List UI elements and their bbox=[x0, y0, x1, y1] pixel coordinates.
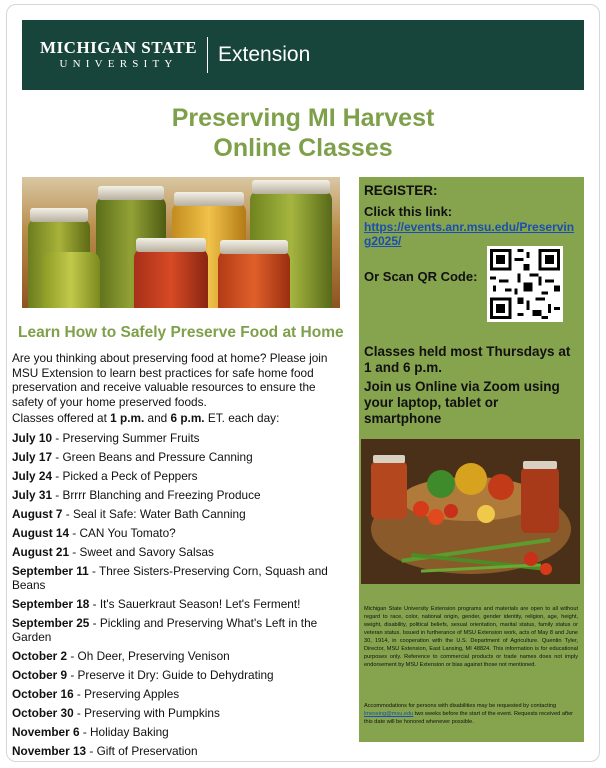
logo-line-1: MICHIGAN STATE bbox=[40, 38, 198, 57]
vegetable-basket-photo bbox=[361, 439, 580, 584]
title-line-1: Preserving MI Harvest bbox=[171, 104, 435, 132]
extension-label: Extension bbox=[218, 43, 311, 66]
register-heading: REGISTER: bbox=[364, 183, 438, 198]
class-item bbox=[12, 616, 352, 644]
register-panel bbox=[359, 177, 584, 742]
click-link-label: Click this link: bbox=[364, 204, 453, 219]
class-topic: - Three Sisters-Preserving Corn, Squash and Beans bbox=[12, 564, 328, 592]
class-topic: - Preserve it Dry: Guide to Dehydrating bbox=[67, 668, 274, 682]
msu-extension-header bbox=[22, 20, 584, 90]
qr-code-icon[interactable] bbox=[487, 246, 563, 322]
class-date: July 24 bbox=[12, 469, 53, 483]
scan-qr-label: Or Scan QR Code: bbox=[364, 269, 478, 284]
registration-link[interactable]: https://events.anr.msu.edu/Preserving2025/ bbox=[364, 220, 575, 248]
class-item bbox=[12, 668, 352, 682]
logo-divider bbox=[207, 37, 208, 73]
class-item bbox=[12, 507, 352, 521]
class-date: August 14 bbox=[12, 526, 70, 540]
contact-email-link[interactable]: lmessing@msu.edu bbox=[364, 711, 414, 717]
offered-prefix: Classes offered at bbox=[12, 411, 111, 425]
class-topic: - Gift of Preservation bbox=[86, 744, 198, 758]
class-date: July 17 bbox=[12, 450, 53, 464]
class-date: August 7 bbox=[12, 507, 63, 521]
class-topic: - Green Beans and Pressure Canning bbox=[52, 450, 253, 464]
class-date: September 11 bbox=[12, 564, 89, 578]
flyer-title bbox=[22, 103, 584, 163]
class-item bbox=[12, 744, 352, 758]
class-topic: - CAN You Tomato? bbox=[69, 526, 176, 540]
class-topic: - Pickling and Preserving What's Left in the Garden bbox=[12, 616, 318, 644]
class-item bbox=[12, 469, 352, 483]
class-date: August 21 bbox=[12, 545, 70, 559]
class-date: July 31 bbox=[12, 488, 53, 502]
section-heading: Learn How to Safely Preserve Food at Home bbox=[18, 324, 344, 341]
class-item bbox=[12, 488, 352, 502]
accommodations-note bbox=[364, 702, 578, 726]
accommodations-after: two weeks before the start of the event. Requests received after this date will be honored whenever possible. bbox=[364, 711, 574, 725]
class-date: October 9 bbox=[12, 668, 68, 682]
class-item bbox=[12, 431, 352, 445]
accommodations-before: Accommodations for persons with disabilities may be requested by contacting bbox=[364, 703, 557, 709]
offered-time-1: 1 p.m. bbox=[110, 411, 145, 425]
class-date: October 2 bbox=[12, 649, 68, 663]
class-item bbox=[12, 597, 352, 611]
class-topic: - Holiday Baking bbox=[79, 725, 169, 739]
class-item bbox=[12, 450, 352, 464]
class-date: November 13 bbox=[12, 744, 87, 758]
class-topic: - Preserving Summer Fruits bbox=[52, 431, 200, 445]
offered-time-2: 6 p.m. bbox=[170, 411, 205, 425]
class-topic: - It's Sauerkraut Season! Let's Ferment! bbox=[89, 597, 301, 611]
class-topic: - Oh Deer, Preserving Venison bbox=[67, 649, 230, 663]
class-times-line bbox=[12, 411, 279, 425]
class-topic: - Sweet and Savory Salsas bbox=[69, 545, 214, 559]
class-schedule bbox=[12, 431, 352, 763]
logo-line-2: UNIVERSITY bbox=[59, 58, 178, 70]
title-line-2: Online Classes bbox=[213, 134, 393, 162]
zoom-note: Join us Online via Zoom using your laptop, tablet or smartphone bbox=[364, 379, 560, 426]
class-item bbox=[12, 725, 352, 739]
class-topic: - Preserving with Pumpkins bbox=[73, 706, 220, 720]
classes-held-note: Classes held most Thursdays at 1 and 6 p.m. bbox=[364, 344, 571, 375]
class-topic: - Seal it Safe: Water Bath Canning bbox=[62, 507, 246, 521]
nondiscrimination-disclaimer: Michigan State University Extension programs and materials are open to all without regard to race, color, national origin, gender, gender identity, religion, age, height, weight, disability, political beliefs, sexual orientation, marital status, family status or veteran status. Issued in furtherance of MSU Extension work, acts of May 8 and June 30, 1914, in cooperation with the U.S. Department of Agriculture. Quentin Tyler, Director, MSU Extension, East Lansing, MI 48824. This information is for educational purposes only. Reference to commercial products or trade names does not imply endorsement by MSU Extension or bias against those not mentioned. bbox=[364, 606, 578, 668]
class-date: November 6 bbox=[12, 725, 80, 739]
class-date: September 18 bbox=[12, 597, 90, 611]
class-date: October 16 bbox=[12, 687, 74, 701]
class-topic: - Picked a Peck of Peppers bbox=[52, 469, 198, 483]
class-topic: - Preserving Apples bbox=[73, 687, 180, 701]
class-item bbox=[12, 526, 352, 540]
class-item bbox=[12, 545, 352, 559]
offered-mid: and bbox=[144, 411, 171, 425]
class-item bbox=[12, 687, 352, 701]
intro-paragraph: Are you thinking about preserving food at home? Please join MSU Extension to learn best practices for safe home food preservation and receive valuable resources to ensure the safety of your home preserved foods. bbox=[12, 351, 328, 409]
class-date: October 30 bbox=[12, 706, 74, 720]
class-date: September 25 bbox=[12, 616, 90, 630]
msu-logo bbox=[40, 39, 197, 71]
class-item bbox=[12, 706, 352, 720]
class-item bbox=[12, 649, 352, 663]
canning-jars-photo bbox=[22, 177, 340, 308]
class-topic: - Brrrr Blanching and Freezing Produce bbox=[52, 488, 261, 502]
class-date: July 10 bbox=[12, 431, 53, 445]
class-item bbox=[12, 564, 352, 592]
offered-suffix: ET. each day: bbox=[204, 411, 280, 425]
